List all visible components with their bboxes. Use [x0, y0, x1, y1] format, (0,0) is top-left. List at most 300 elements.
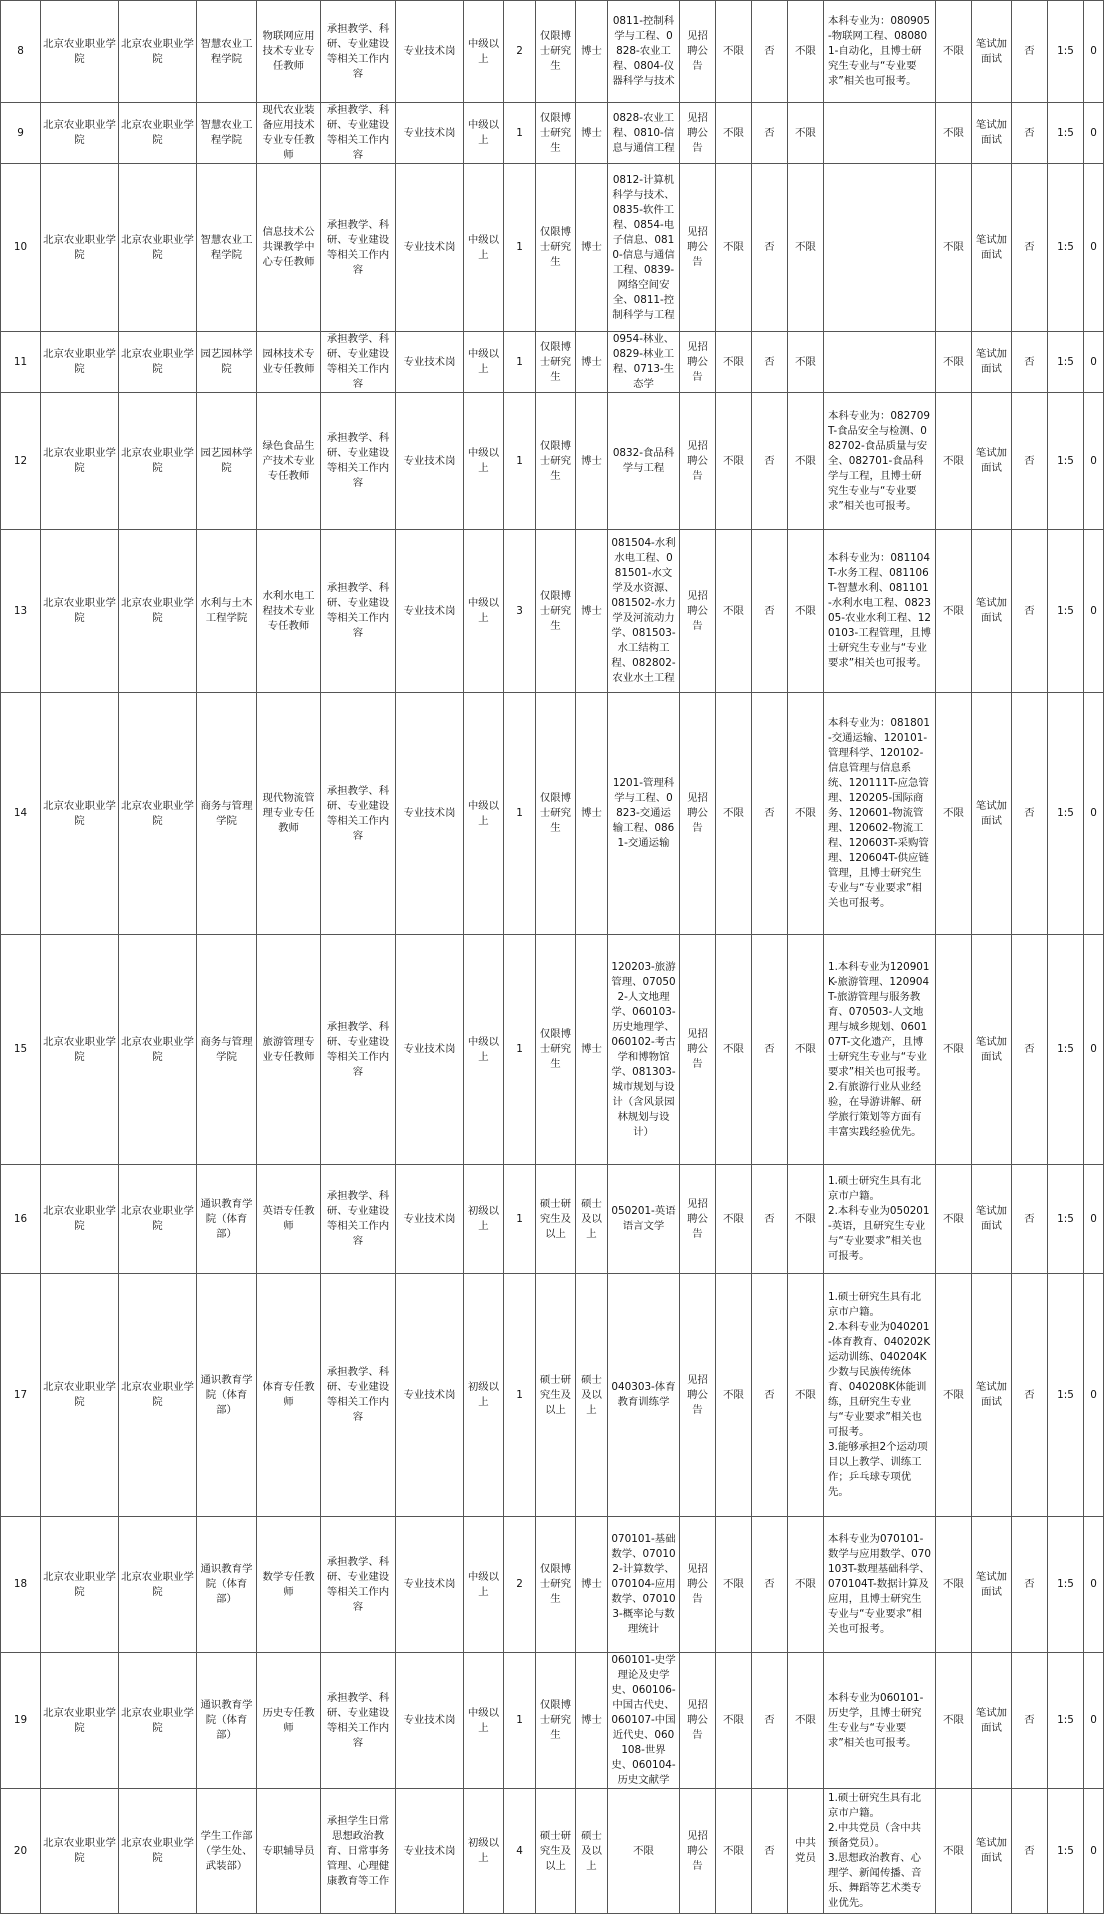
other-conditions-cell: [824, 935, 936, 1165]
exam-ratio-cell: 1:5: [1048, 530, 1084, 693]
remote-flag-cell: 否: [1012, 693, 1048, 935]
other-conditions-cell: [824, 1789, 936, 1914]
job-duty-cell: 承担学生日常思想政治教育、日常事务管理、心理健康教育等工作: [321, 1789, 396, 1914]
headcount-cell: 4: [504, 1789, 536, 1914]
political-status-cell: 不限: [788, 393, 824, 530]
age-limit-cell: 不限: [716, 530, 752, 693]
job-duty-cell: 承担教学、科研、专业建设等相关工作内容: [321, 393, 396, 530]
table-row: [1, 935, 1104, 1165]
age-limit-cell: 不限: [716, 1274, 752, 1517]
remote-flag-cell: 否: [1012, 530, 1048, 693]
row-number-cell: 8: [1, 1, 41, 103]
service-flag-cell: 否: [752, 693, 788, 935]
trailing-value-cell: 0: [1084, 1, 1104, 103]
exam-ratio-cell: 1:5: [1048, 1274, 1084, 1517]
organization-cell: 北京农业职业学院: [119, 103, 197, 164]
other-conditions-cell: [824, 393, 936, 530]
degree-cell: 博士: [576, 1517, 608, 1653]
extra-limit-cell: 不限: [936, 1653, 972, 1789]
hiring-unit-cell: 北京农业职业学院: [41, 1653, 119, 1789]
political-status-cell: 不限: [788, 1, 824, 103]
extra-limit-cell: 不限: [936, 332, 972, 393]
hiring-unit-cell: 北京农业职业学院: [41, 393, 119, 530]
service-flag-cell: 否: [752, 1, 788, 103]
service-flag-cell: 否: [752, 1274, 788, 1517]
degree-cell: 硕士及以上: [576, 1274, 608, 1517]
condition-line: 本科专业为：082709T-食品安全与检测、082702-食品质量与安全、082701-食品科学与工程，且博士研究生专业与“专业要求”相关也可报考。: [828, 409, 931, 512]
post-level-cell: 中级以上: [464, 1517, 504, 1653]
hiring-unit-cell: 北京农业职业学院: [41, 164, 119, 332]
major-requirement-cell: 1201-管理科学与工程、0823-交通运输工程、0861-交通运输: [608, 693, 680, 935]
political-status-cell: 不限: [788, 530, 824, 693]
post-level-cell: 中级以上: [464, 935, 504, 1165]
post-level-cell: 中级以上: [464, 164, 504, 332]
major-requirement-cell: 不限: [608, 1789, 680, 1914]
exam-method-cell: 笔试加面试: [972, 1274, 1012, 1517]
recruit-area-cell: 见招聘公告: [680, 693, 716, 935]
table-row: [1, 1, 1104, 103]
recruit-area-cell: 见招聘公告: [680, 1274, 716, 1517]
post-type-cell: 专业技术岗: [396, 530, 464, 693]
condition-line: 本科专业为060101-历史学，且博士研究生专业与“专业要求”相关也可报考。: [828, 1691, 924, 1749]
job-duty-cell: 承担教学、科研、专业建设等相关工作内容: [321, 332, 396, 393]
trailing-value-cell: 0: [1084, 1653, 1104, 1789]
education-cell: 仅限博士研究生: [536, 935, 576, 1165]
department-cell: 通识教育学院（体育部）: [197, 1517, 257, 1653]
department-cell: 园艺园林学院: [197, 332, 257, 393]
row-number-cell: 10: [1, 164, 41, 332]
recruit-area-cell: 见招聘公告: [680, 103, 716, 164]
service-flag-cell: 否: [752, 164, 788, 332]
job-duty-cell: 承担教学、科研、专业建设等相关工作内容: [321, 1653, 396, 1789]
remote-flag-cell: 否: [1012, 1, 1048, 103]
political-status-cell: 不限: [788, 1274, 824, 1517]
major-requirement-cell: 081504-水利水电工程、081501-水文学及水资源、081502-水力学及河流动力学、081503-水工结构工程、082802-农业水土工程: [608, 530, 680, 693]
exam-ratio-cell: 1:5: [1048, 393, 1084, 530]
major-requirement-cell: 040303-体育教育训练学: [608, 1274, 680, 1517]
hiring-unit-cell: 北京农业职业学院: [41, 1274, 119, 1517]
exam-ratio-cell: 1:5: [1048, 693, 1084, 935]
degree-cell: 博士: [576, 693, 608, 935]
exam-method-cell: 笔试加面试: [972, 935, 1012, 1165]
condition-line: 本科专业为：080905-物联网工程、080801-自动化，且博士研究生专业与“专业要求”相关也可报考。: [828, 15, 931, 87]
table-body: [1, 1, 1104, 1914]
remote-flag-cell: 否: [1012, 164, 1048, 332]
age-limit-cell: 不限: [716, 1165, 752, 1274]
headcount-cell: 1: [504, 332, 536, 393]
post-type-cell: 专业技术岗: [396, 103, 464, 164]
post-type-cell: 专业技术岗: [396, 1789, 464, 1914]
trailing-value-cell: 0: [1084, 103, 1104, 164]
age-limit-cell: 不限: [716, 693, 752, 935]
condition-line: 1.硕士研究生具有北京市户籍。: [828, 1792, 922, 1819]
condition-line: 2.中共党员（含中共预备党员）。: [828, 1822, 922, 1849]
organization-cell: 北京农业职业学院: [119, 1517, 197, 1653]
post-level-cell: 中级以上: [464, 693, 504, 935]
education-cell: 硕士研究生及以上: [536, 1274, 576, 1517]
post-type-cell: 专业技术岗: [396, 1165, 464, 1274]
political-status-cell: 不限: [788, 103, 824, 164]
post-level-cell: 初级以上: [464, 1165, 504, 1274]
hiring-unit-cell: 北京农业职业学院: [41, 1165, 119, 1274]
education-cell: 仅限博士研究生: [536, 332, 576, 393]
age-limit-cell: 不限: [716, 164, 752, 332]
recruit-area-cell: 见招聘公告: [680, 1, 716, 103]
organization-cell: 北京农业职业学院: [119, 693, 197, 935]
post-level-cell: 中级以上: [464, 103, 504, 164]
post-level-cell: 中级以上: [464, 393, 504, 530]
other-conditions-cell: [824, 530, 936, 693]
remote-flag-cell: 否: [1012, 393, 1048, 530]
major-requirement-cell: 0811-控制科学与工程、0828-农业工程、0804-仪器科学与技术: [608, 1, 680, 103]
other-conditions-cell: [824, 1165, 936, 1274]
remote-flag-cell: 否: [1012, 935, 1048, 1165]
table-row: [1, 164, 1104, 332]
position-name-cell: 水利水电工程技术专业专任教师: [257, 530, 321, 693]
headcount-cell: 2: [504, 1, 536, 103]
job-duty-cell: 承担教学、科研、专业建设等相关工作内容: [321, 693, 396, 935]
position-name-cell: 园林技术专业专任教师: [257, 332, 321, 393]
condition-line: 2.有旅游行业从业经验，在导游讲解、研学旅行策划等方面有丰富实践经验优先。: [828, 1080, 922, 1138]
age-limit-cell: 不限: [716, 332, 752, 393]
hiring-unit-cell: 北京农业职业学院: [41, 1517, 119, 1653]
other-conditions-cell: [824, 1653, 936, 1789]
other-conditions-cell: [824, 164, 936, 332]
organization-cell: 北京农业职业学院: [119, 530, 197, 693]
exam-method-cell: 笔试加面试: [972, 332, 1012, 393]
trailing-value-cell: 0: [1084, 1789, 1104, 1914]
major-requirement-cell: 0812-计算机科学与技术、0835-软件工程、0854-电子信息、0810-信息与通信工程、0839-网络空间安全、0811-控制科学与工程: [608, 164, 680, 332]
political-status-cell: 不限: [788, 1165, 824, 1274]
post-level-cell: 中级以上: [464, 1653, 504, 1789]
exam-ratio-cell: 1:5: [1048, 1165, 1084, 1274]
headcount-cell: 1: [504, 103, 536, 164]
department-cell: 智慧农业工程学院: [197, 1, 257, 103]
exam-method-cell: 笔试加面试: [972, 393, 1012, 530]
extra-limit-cell: 不限: [936, 935, 972, 1165]
condition-line: 3.能够承担2个运动项目以上教学、训练工作；乒乓球专项优先。: [828, 1441, 928, 1498]
extra-limit-cell: 不限: [936, 693, 972, 935]
post-type-cell: 专业技术岗: [396, 164, 464, 332]
education-cell: 仅限博士研究生: [536, 103, 576, 164]
service-flag-cell: 否: [752, 1165, 788, 1274]
headcount-cell: 1: [504, 935, 536, 1165]
position-name-cell: 现代物流管理专业专任教师: [257, 693, 321, 935]
job-duty-cell: 承担教学、科研、专业建设等相关工作内容: [321, 1165, 396, 1274]
exam-method-cell: 笔试加面试: [972, 1789, 1012, 1914]
age-limit-cell: 不限: [716, 393, 752, 530]
other-conditions-cell: [824, 1274, 936, 1517]
job-duty-cell: 承担教学、科研、专业建设等相关工作内容: [321, 1517, 396, 1653]
row-number-cell: 11: [1, 332, 41, 393]
education-cell: 仅限博士研究生: [536, 1653, 576, 1789]
service-flag-cell: 否: [752, 103, 788, 164]
post-type-cell: 专业技术岗: [396, 1517, 464, 1653]
department-cell: 通识教育学院（体育部）: [197, 1165, 257, 1274]
post-type-cell: 专业技术岗: [396, 1274, 464, 1517]
table-row: [1, 693, 1104, 935]
condition-line: 2.本科专业为040201-体育教育、040202K运动训练、040204K少数与民族传统体育、040208K体能训练，且研究生专业与“专业要求”相关也可报考。: [828, 1321, 931, 1438]
major-requirement-cell: 120203-旅游管理、070502-人文地理学、060103-历史地理学、060102-考古学和博物馆学、081303-城市规划与设计（含风景园林规划与设计）: [608, 935, 680, 1165]
organization-cell: 北京农业职业学院: [119, 1789, 197, 1914]
major-requirement-cell: 070101-基础数学、070102-计算数学、070104-应用数学、070103-概率论与数理统计: [608, 1517, 680, 1653]
political-status-cell: 不限: [788, 164, 824, 332]
hiring-unit-cell: 北京农业职业学院: [41, 1, 119, 103]
job-duty-cell: 承担教学、科研、专业建设等相关工作内容: [321, 530, 396, 693]
job-duty-cell: 承担教学、科研、专业建设等相关工作内容: [321, 164, 396, 332]
remote-flag-cell: 否: [1012, 1517, 1048, 1653]
education-cell: 仅限博士研究生: [536, 393, 576, 530]
condition-line: 本科专业为：081104T-水务工程、081106T-智慧水利、081101-水利水电工程、082305-农业水利工程、120103-工程管理，且博士研究生专业与“专业要求”相关也可报考。: [828, 552, 931, 669]
post-type-cell: 专业技术岗: [396, 393, 464, 530]
exam-method-cell: 笔试加面试: [972, 164, 1012, 332]
education-cell: 仅限博士研究生: [536, 530, 576, 693]
age-limit-cell: 不限: [716, 1517, 752, 1653]
age-limit-cell: 不限: [716, 1, 752, 103]
position-name-cell: 数学专任教师: [257, 1517, 321, 1653]
condition-line: 1.硕士研究生具有北京市户籍。: [828, 1291, 922, 1318]
table-row: [1, 530, 1104, 693]
organization-cell: 北京农业职业学院: [119, 1274, 197, 1517]
exam-method-cell: 笔试加面试: [972, 1, 1012, 103]
headcount-cell: 2: [504, 1517, 536, 1653]
degree-cell: 硕士及以上: [576, 1789, 608, 1914]
hiring-unit-cell: 北京农业职业学院: [41, 332, 119, 393]
headcount-cell: 1: [504, 164, 536, 332]
age-limit-cell: 不限: [716, 1653, 752, 1789]
trailing-value-cell: 0: [1084, 1165, 1104, 1274]
exam-method-cell: 笔试加面试: [972, 103, 1012, 164]
other-conditions-cell: [824, 1, 936, 103]
table-row: [1, 332, 1104, 393]
education-cell: 硕士研究生及以上: [536, 1165, 576, 1274]
exam-ratio-cell: 1:5: [1048, 103, 1084, 164]
table-row: [1, 393, 1104, 530]
remote-flag-cell: 否: [1012, 103, 1048, 164]
recruit-area-cell: 见招聘公告: [680, 530, 716, 693]
remote-flag-cell: 否: [1012, 1165, 1048, 1274]
extra-limit-cell: 不限: [936, 1517, 972, 1653]
other-conditions-cell: [824, 332, 936, 393]
education-cell: 仅限博士研究生: [536, 693, 576, 935]
post-type-cell: 专业技术岗: [396, 693, 464, 935]
exam-method-cell: 笔试加面试: [972, 1165, 1012, 1274]
post-type-cell: 专业技术岗: [396, 1, 464, 103]
recruit-area-cell: 见招聘公告: [680, 935, 716, 1165]
row-number-cell: 18: [1, 1517, 41, 1653]
headcount-cell: 1: [504, 693, 536, 935]
post-level-cell: 初级以上: [464, 1274, 504, 1517]
extra-limit-cell: 不限: [936, 530, 972, 693]
position-name-cell: 历史专任教师: [257, 1653, 321, 1789]
exam-ratio-cell: 1:5: [1048, 1, 1084, 103]
condition-line: 1.本科专业为120901K-旅游管理、120904T-旅游管理与服务教育、070503-人文地理与城乡规划、060107T-文化遗产，且博士研究生专业与“专业要求”相关也可报考。: [828, 960, 930, 1078]
organization-cell: 北京农业职业学院: [119, 393, 197, 530]
headcount-cell: 1: [504, 1165, 536, 1274]
extra-limit-cell: 不限: [936, 1789, 972, 1914]
exam-ratio-cell: 1:5: [1048, 164, 1084, 332]
education-cell: 仅限博士研究生: [536, 164, 576, 332]
condition-line: 3.思想政治教育、心理学、新闻传播、音乐、舞蹈等艺术类专业优先。: [828, 1852, 922, 1909]
organization-cell: 北京农业职业学院: [119, 935, 197, 1165]
service-flag-cell: 否: [752, 332, 788, 393]
table-row: [1, 1517, 1104, 1653]
service-flag-cell: 否: [752, 935, 788, 1165]
department-cell: 水利与土木工程学院: [197, 530, 257, 693]
degree-cell: 博士: [576, 332, 608, 393]
row-number-cell: 9: [1, 103, 41, 164]
extra-limit-cell: 不限: [936, 164, 972, 332]
row-number-cell: 17: [1, 1274, 41, 1517]
other-conditions-cell: [824, 693, 936, 935]
headcount-cell: 1: [504, 393, 536, 530]
table-row: [1, 1165, 1104, 1274]
department-cell: 通识教育学院（体育部）: [197, 1274, 257, 1517]
political-status-cell: 不限: [788, 935, 824, 1165]
row-number-cell: 13: [1, 530, 41, 693]
remote-flag-cell: 否: [1012, 1653, 1048, 1789]
post-type-cell: 专业技术岗: [396, 935, 464, 1165]
position-name-cell: 旅游管理专业专任教师: [257, 935, 321, 1165]
condition-line: 1.硕士研究生具有北京市户籍。: [828, 1175, 922, 1202]
department-cell: 通识教育学院（体育部）: [197, 1653, 257, 1789]
exam-ratio-cell: 1:5: [1048, 1653, 1084, 1789]
education-cell: 硕士研究生及以上: [536, 1789, 576, 1914]
row-number-cell: 20: [1, 1789, 41, 1914]
condition-line: 本科专业为：081801-交通运输、120101-管理科学、120102-信息管理与信息系统、120111T-应急管理、120205-国际商务、120601-物流管理、120602-物流工程、120603T-采购管理、120604T-供应链管理，且博士研究生专业与“专业要求”相关也可报考。: [828, 717, 931, 909]
degree-cell: 硕士及以上: [576, 1165, 608, 1274]
post-type-cell: 专业技术岗: [396, 332, 464, 393]
table-row: [1, 103, 1104, 164]
trailing-value-cell: 0: [1084, 935, 1104, 1165]
extra-limit-cell: 不限: [936, 1274, 972, 1517]
service-flag-cell: 否: [752, 1789, 788, 1914]
job-duty-cell: 承担教学、科研、专业建设等相关工作内容: [321, 103, 396, 164]
position-name-cell: 现代农业装备应用技术专业专任教师: [257, 103, 321, 164]
degree-cell: 博士: [576, 1, 608, 103]
degree-cell: 博士: [576, 530, 608, 693]
job-duty-cell: 承担教学、科研、专业建设等相关工作内容: [321, 935, 396, 1165]
row-number-cell: 16: [1, 1165, 41, 1274]
age-limit-cell: 不限: [716, 103, 752, 164]
recruit-area-cell: 见招聘公告: [680, 332, 716, 393]
post-level-cell: 中级以上: [464, 530, 504, 693]
hiring-unit-cell: 北京农业职业学院: [41, 103, 119, 164]
degree-cell: 博士: [576, 103, 608, 164]
recruit-area-cell: 见招聘公告: [680, 1653, 716, 1789]
extra-limit-cell: 不限: [936, 1, 972, 103]
service-flag-cell: 否: [752, 393, 788, 530]
major-requirement-cell: 050201-英语语言文学: [608, 1165, 680, 1274]
row-number-cell: 19: [1, 1653, 41, 1789]
table-row: [1, 1653, 1104, 1789]
remote-flag-cell: 否: [1012, 1274, 1048, 1517]
exam-ratio-cell: 1:5: [1048, 332, 1084, 393]
trailing-value-cell: 0: [1084, 332, 1104, 393]
extra-limit-cell: 不限: [936, 103, 972, 164]
department-cell: 智慧农业工程学院: [197, 103, 257, 164]
service-flag-cell: 否: [752, 1653, 788, 1789]
political-status-cell: 不限: [788, 1653, 824, 1789]
recruit-area-cell: 见招聘公告: [680, 164, 716, 332]
table-row: [1, 1789, 1104, 1914]
position-name-cell: 物联网应用技术专业专任教师: [257, 1, 321, 103]
job-duty-cell: 承担教学、科研、专业建设等相关工作内容: [321, 1, 396, 103]
recruit-area-cell: 见招聘公告: [680, 393, 716, 530]
position-name-cell: 专职辅导员: [257, 1789, 321, 1914]
exam-method-cell: 笔试加面试: [972, 530, 1012, 693]
hiring-unit-cell: 北京农业职业学院: [41, 530, 119, 693]
political-status-cell: 中共党员: [788, 1789, 824, 1914]
education-cell: 仅限博士研究生: [536, 1, 576, 103]
recruit-area-cell: 见招聘公告: [680, 1517, 716, 1653]
major-requirement-cell: 0832-食品科学与工程: [608, 393, 680, 530]
exam-method-cell: 笔试加面试: [972, 693, 1012, 935]
row-number-cell: 15: [1, 935, 41, 1165]
exam-ratio-cell: 1:5: [1048, 935, 1084, 1165]
trailing-value-cell: 0: [1084, 164, 1104, 332]
hiring-unit-cell: 北京农业职业学院: [41, 693, 119, 935]
recruit-area-cell: 见招聘公告: [680, 1165, 716, 1274]
service-flag-cell: 否: [752, 530, 788, 693]
political-status-cell: 不限: [788, 1517, 824, 1653]
remote-flag-cell: 否: [1012, 332, 1048, 393]
position-name-cell: 绿色食品生产技术专业专任教师: [257, 393, 321, 530]
post-level-cell: 中级以上: [464, 1, 504, 103]
row-number-cell: 14: [1, 693, 41, 935]
trailing-value-cell: 0: [1084, 1274, 1104, 1517]
department-cell: 智慧农业工程学院: [197, 164, 257, 332]
degree-cell: 博士: [576, 164, 608, 332]
position-name-cell: 体育专任教师: [257, 1274, 321, 1517]
age-limit-cell: 不限: [716, 1789, 752, 1914]
organization-cell: 北京农业职业学院: [119, 1, 197, 103]
exam-ratio-cell: 1:5: [1048, 1517, 1084, 1653]
major-requirement-cell: 060101-史学理论及史学史、060106-中国古代史、060107-中国近代史、060108-世界史、060104-历史文献学: [608, 1653, 680, 1789]
exam-method-cell: 笔试加面试: [972, 1653, 1012, 1789]
headcount-cell: 1: [504, 1653, 536, 1789]
major-requirement-cell: 0954-林业、0829-林业工程、0713-生态学: [608, 332, 680, 393]
exam-ratio-cell: 1:5: [1048, 1789, 1084, 1914]
department-cell: 学生工作部（学生处、武装部）: [197, 1789, 257, 1914]
exam-method-cell: 笔试加面试: [972, 1517, 1012, 1653]
department-cell: 园艺园林学院: [197, 393, 257, 530]
degree-cell: 博士: [576, 393, 608, 530]
education-cell: 仅限博士研究生: [536, 1517, 576, 1653]
degree-cell: 博士: [576, 935, 608, 1165]
headcount-cell: 1: [504, 1274, 536, 1517]
remote-flag-cell: 否: [1012, 1789, 1048, 1914]
position-name-cell: 信息技术公共课教学中心专任教师: [257, 164, 321, 332]
major-requirement-cell: 0828-农业工程、0810-信息与通信工程: [608, 103, 680, 164]
other-conditions-cell: [824, 103, 936, 164]
row-number-cell: 12: [1, 393, 41, 530]
other-conditions-cell: [824, 1517, 936, 1653]
trailing-value-cell: 0: [1084, 530, 1104, 693]
extra-limit-cell: 不限: [936, 1165, 972, 1274]
job-duty-cell: 承担教学、科研、专业建设等相关工作内容: [321, 1274, 396, 1517]
political-status-cell: 不限: [788, 693, 824, 935]
table-row: [1, 1274, 1104, 1517]
political-status-cell: 不限: [788, 332, 824, 393]
age-limit-cell: 不限: [716, 935, 752, 1165]
organization-cell: 北京农业职业学院: [119, 1653, 197, 1789]
recruit-area-cell: 见招聘公告: [680, 1789, 716, 1914]
organization-cell: 北京农业职业学院: [119, 164, 197, 332]
hiring-unit-cell: 北京农业职业学院: [41, 1789, 119, 1914]
post-level-cell: 初级以上: [464, 1789, 504, 1914]
condition-line: 本科专业为070101-数学与应用数学、070103T-数理基础科学、070104T-数据计算及应用，且博士研究生专业与“专业要求”相关也可报考。: [828, 1533, 931, 1635]
